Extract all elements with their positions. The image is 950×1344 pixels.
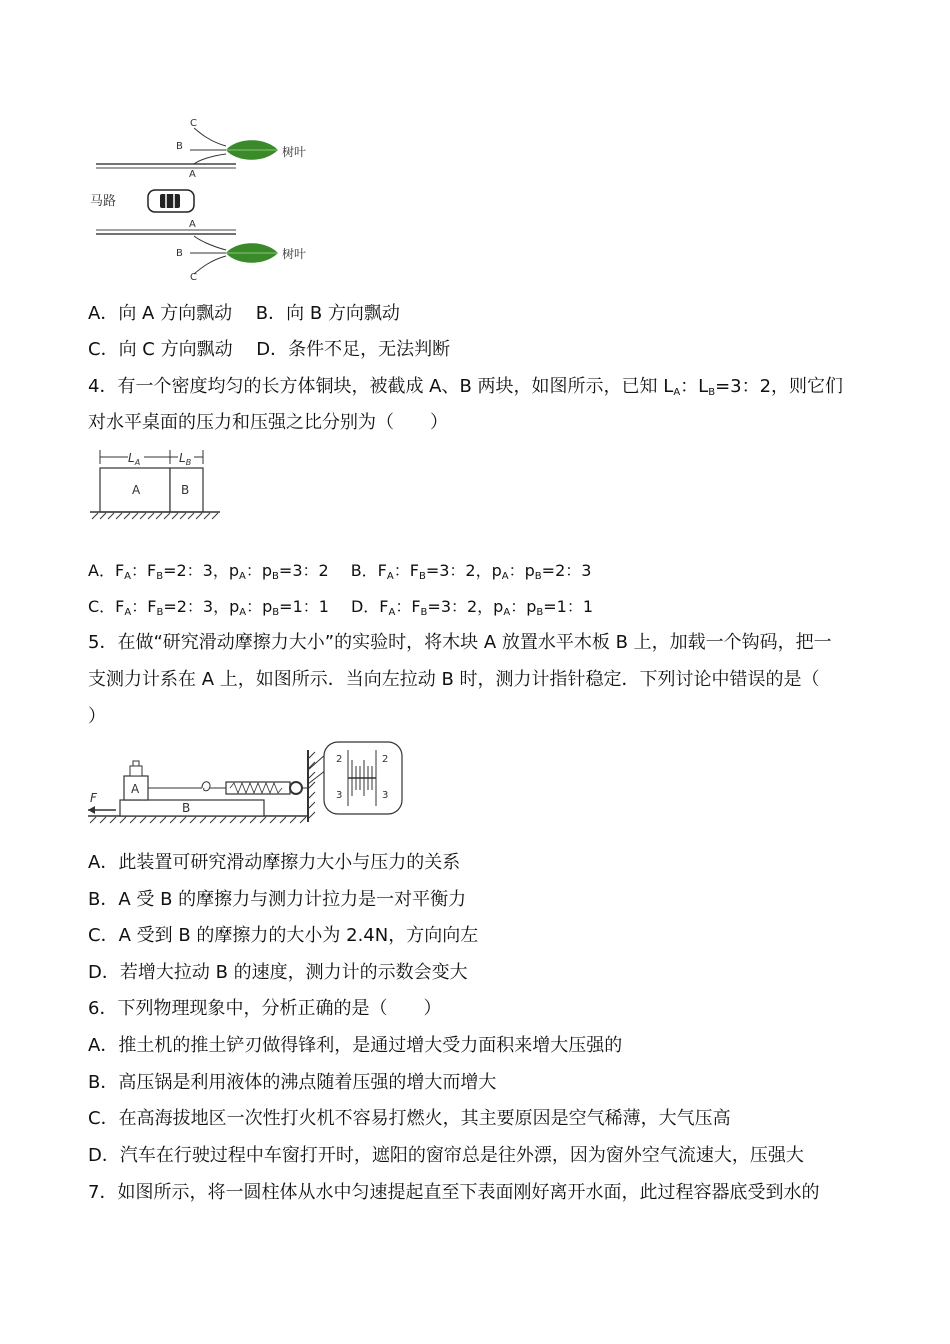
hook-weight-icon — [130, 761, 142, 776]
fig-length-a-sub: A — [134, 458, 141, 467]
q4-stem-line1 — [88, 375, 843, 405]
q5-option-d: D．若增大拉动 B 的速度，测力计的示数会变大 — [88, 962, 468, 983]
copper-blocks-figure — [88, 446, 228, 526]
point-a-bottom: A — [189, 219, 196, 230]
q4-sub-a: A — [673, 387, 681, 398]
point-a-top: A — [189, 169, 196, 180]
q6-option-d: D．汽车在行驶过程中车窗打开时，遮阳的窗帘总是往外漂，因为窗外空气流速大，压强大 — [88, 1145, 804, 1166]
fig-block-a: A — [132, 483, 141, 497]
car-icon — [148, 190, 194, 212]
leaf-label-top: 树叶 — [282, 145, 307, 159]
q5-stem-line2: 支测力计系在 A 上，如图所示．当向左拉动 B 时，测力计指针稳定．下列讨论中错误的是（ — [88, 669, 820, 690]
leaf-label-bottom: 树叶 — [282, 247, 307, 261]
q6-option-c: C．在高海拔地区一次性打火机不容易打燃火，其主要原因是空气稀薄，大气压高 — [88, 1108, 731, 1129]
q5-stem-line1: 5．在做“研究滑动摩擦力大小”的实验时，将木块 A 放置水平木板 B 上，加载一个钩码，把一 — [88, 632, 832, 653]
q4-stem-text-c: =3：2，则它们 — [715, 376, 844, 397]
point-b-bottom: B — [176, 248, 183, 259]
road-leaf-figure — [86, 112, 316, 287]
ground-hatch — [92, 513, 218, 519]
q4-stem-text-b: ：L — [680, 376, 709, 397]
point-b-top: B — [176, 141, 183, 152]
point-c-bottom: C — [190, 272, 197, 283]
fig-length-a: L — [128, 451, 135, 465]
q4-stem-text-a: 4．有一个密度均匀的长方体铜块，被截成 A、B 两块，如图所示，已知 L — [88, 376, 674, 397]
q3-options-line1: A．向 A 方向飘动 B．向 B 方向飘动 — [88, 303, 400, 324]
q4-stem-line2: 对水平桌面的压力和压强之比分别为（ ） — [88, 412, 448, 433]
fig-length-b-sub: B — [185, 458, 192, 467]
fig-force-label: F — [90, 791, 97, 805]
fig-board-b: B — [182, 801, 191, 815]
point-c-top: C — [190, 118, 197, 129]
q4-sub-b: B — [708, 387, 716, 398]
q6-stem: 6．下列物理现象中，分析正确的是（ ） — [88, 998, 442, 1019]
q3-options-line2: C．向 C 方向飘动 D．条件不足，无法判断 — [88, 339, 451, 360]
q5-option-c: C．A 受到 B 的摩擦力的大小为 2.4N，方向向左 — [88, 925, 479, 946]
road-label: 马路 — [90, 194, 117, 209]
q5-stem-line3: ） — [88, 706, 106, 727]
fig-block-b: B — [181, 483, 190, 497]
q6-option-b: B．高压锅是利用液体的沸点随着压强的增大而增大 — [88, 1072, 497, 1093]
fig-length-b: L — [179, 451, 186, 465]
leaf-icon — [226, 243, 278, 263]
q4-options-line2: C．$F_A$：$F_B=2$：3，$p_A$：$p_B=1$：1 D．$F_A$：$F_B=3$：2，$p_A$：$p_B=1$：1 — [88, 597, 594, 618]
q4-options-line1: A．$F_A$：$F_B=2$：3，$p_A$：$p_B=3$：2 B．$F_A$：$F_B=3$：2，$p_A$：$p_B=2$：3 — [88, 561, 592, 582]
q5-option-b: B．A 受 B 的摩擦力与测力计拉力是一对平衡力 — [88, 889, 467, 910]
fig-block-a: A — [131, 782, 140, 796]
leaf-icon — [226, 140, 278, 160]
svg-text:LA — [128, 451, 140, 467]
q7-stem-line1: 7．如图所示，将一圆柱体从水中匀速提起直至下表面刚好离开水面，此过程容器底受到水的 — [88, 1182, 820, 1203]
svg-text:LB — [179, 451, 191, 467]
spring-scale-icon — [210, 782, 308, 794]
q6-option-a: A．推土机的推土铲刃做得锋利，是通过增大受力面积来增大压强的 — [88, 1035, 623, 1056]
scale-label-2-left: 2 — [336, 754, 343, 765]
scale-label-3-right: 3 — [382, 790, 389, 801]
friction-experiment-figure — [86, 740, 406, 830]
q5-option-a: A．此装置可研究滑动摩擦力大小与压力的关系 — [88, 852, 461, 873]
scale-label-2-right: 2 — [382, 754, 389, 765]
scale-label-3-left: 3 — [336, 790, 343, 801]
